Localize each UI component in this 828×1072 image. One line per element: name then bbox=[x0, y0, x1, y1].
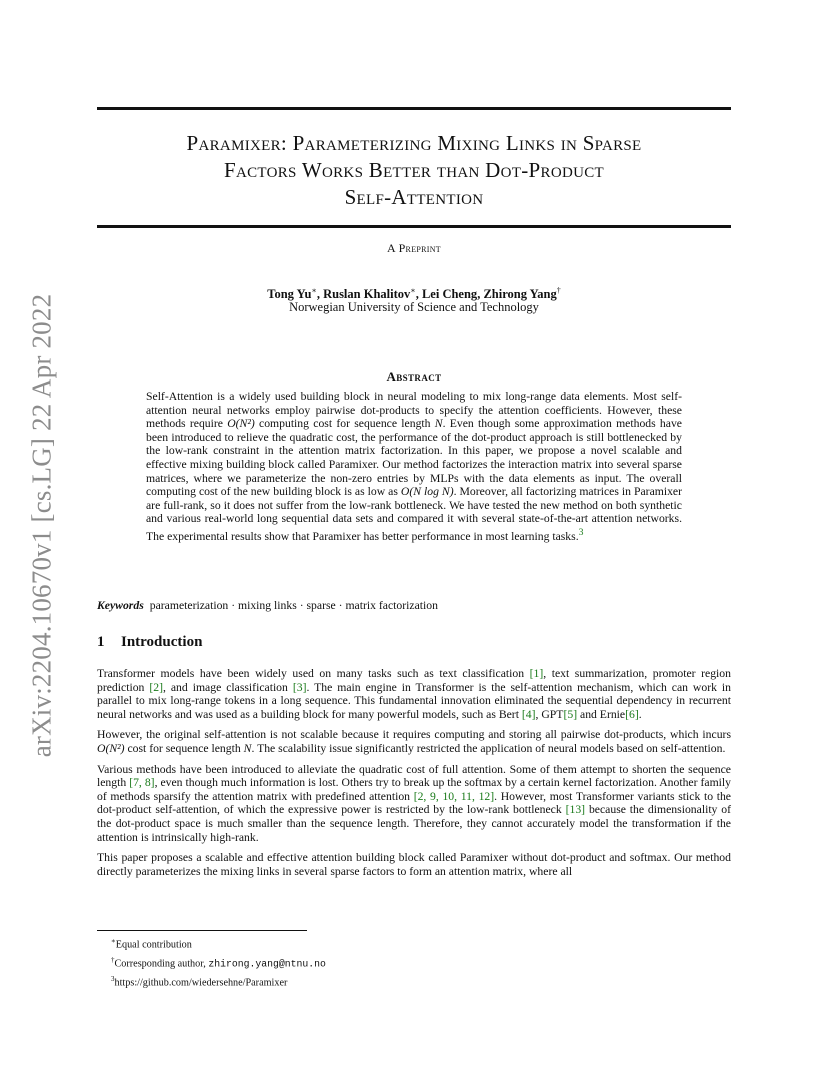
section-title: Introduction bbox=[121, 634, 203, 650]
paper-title bbox=[97, 130, 731, 211]
abstract-part: . Even though some approximation methods have been introduced to relieve the quadratic cost, the performance of the dot-product approach is still bottlenecked by the low-rank constraint in the attention matrix factorization. In this paper, we propose a novel scalable and effective mixing building block called Paramixer. Our method factorizes the interaction matrix into several sparse matrices, where we parameterize the non-zero entries by MLPs with the data elements as input. The overall computing cost of the new building block is as low as bbox=[146, 417, 682, 499]
footnote-1 bbox=[111, 934, 711, 953]
introduction-body bbox=[97, 667, 731, 885]
title-line-3: Self-Attention bbox=[344, 185, 484, 209]
arxiv-identifier-text: arXiv:2204.10670v1 [cs.LG] 22 Apr 2022 bbox=[26, 293, 57, 757]
author-name: Zhirong Yang bbox=[483, 287, 557, 302]
citation-link[interactable]: [6] bbox=[625, 707, 639, 721]
footnote-link[interactable]: 3 bbox=[578, 526, 584, 538]
text-run: and Ernie bbox=[577, 707, 626, 721]
abstract-part: computing cost for sequence length bbox=[254, 417, 435, 431]
abstract-math: N bbox=[434, 417, 443, 431]
paragraph bbox=[97, 763, 731, 845]
text-run: , even though much information is lost. Others try to break up the softmax by a certain kernel factorization. Another family of methods sparsify the attention matrix with predefined attention bbox=[97, 776, 731, 803]
citation-link[interactable]: [4] bbox=[521, 707, 536, 721]
abstract-math: O(N log N) bbox=[400, 485, 454, 499]
text-run: because the dimensionality of the dot-product space is much smaller than the sequence length. Therefore, they cannot accurately model the transformation if the attention is intrinsically high-rank. bbox=[97, 803, 732, 844]
citation-link[interactable]: [1] bbox=[529, 667, 544, 680]
paragraph bbox=[97, 667, 731, 721]
section-heading bbox=[97, 634, 731, 651]
keywords-label: Keywords bbox=[97, 599, 144, 612]
text-run: , GPT bbox=[535, 707, 564, 721]
text-run: Transformer models have been widely used on many tasks such as text classification bbox=[97, 667, 530, 680]
footnote-mark: † bbox=[111, 955, 115, 964]
citation-link[interactable]: [5] bbox=[563, 707, 578, 721]
preprint-label: A Preprint bbox=[386, 241, 441, 255]
author-affiliation: Norwegian University of Science and Technology bbox=[289, 300, 539, 314]
author-mark: ∗ bbox=[311, 286, 317, 295]
text-run: . However, most Transformer variants stick to the dot-product self-attention, of which the expressive power is restricted by the low-rank bottleneck bbox=[97, 789, 731, 817]
keywords-line bbox=[97, 599, 731, 612]
text-run: . bbox=[638, 707, 642, 721]
math-run: N bbox=[243, 741, 252, 755]
text-run: However, the original self-attention is not scalable because it requires computing and storing all pairwise dot-products, which incurs bbox=[97, 728, 731, 742]
citation-link[interactable]: [7, 8] bbox=[129, 776, 155, 790]
math-run: O(N²) bbox=[97, 741, 125, 755]
author-list: Tong Yu∗, Ruslan Khalitov∗, Lei Cheng, Zhirong Yang† bbox=[267, 286, 561, 302]
abstract-heading: Abstract bbox=[386, 369, 442, 384]
citation-link[interactable]: [2] bbox=[149, 680, 163, 694]
author-mark: † bbox=[556, 286, 561, 295]
footnote-3 bbox=[111, 972, 711, 991]
arxiv-identifier-stamp bbox=[20, 290, 64, 760]
footnote-text: Equal contribution bbox=[115, 939, 192, 951]
author-name: Tong Yu bbox=[267, 287, 312, 302]
citation-link[interactable]: [13] bbox=[565, 803, 586, 817]
citation-link[interactable]: [3] bbox=[292, 680, 307, 694]
keywords-text: parameterization · mixing links · sparse · matrix factorization bbox=[149, 599, 438, 612]
text-run: . The scalability issue significantly restricted the application of neural models based on self-attention. bbox=[251, 741, 726, 755]
footnote-mark: ∗ bbox=[111, 937, 116, 945]
text-run: Various methods have been introduced to alleviate the quadratic cost of full attention. Some of them attempt to shorten the sequence length bbox=[97, 762, 731, 790]
footnotes bbox=[111, 934, 711, 991]
citation-link[interactable]: [2, 9, 10, 11, 12] bbox=[413, 789, 495, 803]
abstract-math: O(N²) bbox=[227, 417, 255, 431]
paragraph bbox=[97, 728, 731, 755]
text-run: . The main engine in Transformer is the self-attention mechanism, which can work in parallel to mix long-range tokens in a long sequence. This fundamental innovation eliminated the sequential dependency in recurrent neural networks and was used as a building block for many powerful models, such as Bert bbox=[97, 680, 732, 721]
author-mark: ∗ bbox=[410, 286, 416, 295]
footnote-divider bbox=[97, 930, 307, 931]
abstract-text bbox=[146, 390, 682, 543]
abstract-part: Self-Attention is a widely used building block in neural modeling to mix long-range data elements. Most self-attention neural networks employ pairwise dot-products to specify the attention coefficients. However, these methods require bbox=[146, 390, 682, 431]
footnote-url[interactable]: https://github.com/wiedersehne/Paramixer bbox=[114, 977, 288, 989]
title-line-2: Factors Works Better than Dot-Product bbox=[224, 158, 604, 182]
footnote-email[interactable]: zhirong.yang@ntnu.no bbox=[208, 958, 326, 970]
text-run: , and image classification bbox=[162, 680, 293, 694]
footnote-2 bbox=[111, 953, 711, 972]
author-name: Ruslan Khalitov bbox=[323, 287, 411, 302]
footnote-text: Corresponding author, bbox=[114, 958, 209, 970]
abstract-part: . Moreover, all factorizing matrices in Paramixer are full-rank, so it does not suffer from the low-rank bottleneck. We have tested the new method on both synthetic and various real-world long sequential data sets and compared it with several state-of-the-art attention networks. The experimental results show that Paramixer has better performance in most learning tasks. bbox=[146, 485, 683, 543]
footnote-mark: 3 bbox=[111, 974, 115, 983]
author-name: Lei Cheng bbox=[421, 287, 478, 302]
section-number: 1 bbox=[97, 634, 105, 650]
title-rule-top bbox=[97, 107, 731, 110]
title-line-1: Paramixer: Parameterizing Mixing Links in Sparse bbox=[186, 131, 642, 155]
paragraph: This paper proposes a scalable and effective attention building block called Paramixer without dot-product and softmax. Our method directly parameterizes the mixing links in several sparse factors to form an attention matrix, where all bbox=[97, 851, 731, 878]
title-rule-bottom bbox=[97, 225, 731, 228]
text-run: cost for sequence length bbox=[124, 741, 244, 755]
text-run: , text summarization, promoter region prediction bbox=[97, 667, 731, 694]
